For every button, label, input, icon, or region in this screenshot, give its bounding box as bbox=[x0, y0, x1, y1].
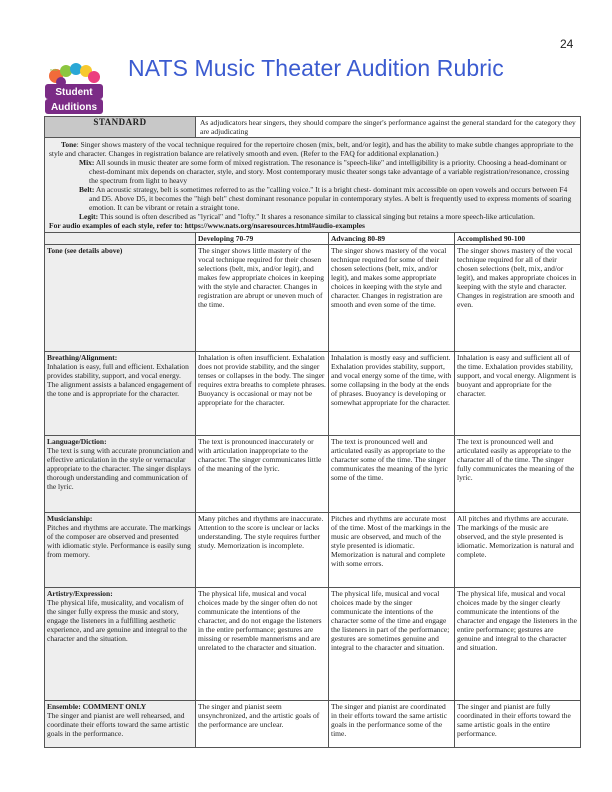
page-title: NATS Music Theater Audition Rubric bbox=[128, 55, 504, 81]
logo-text-nats: nats bbox=[50, 67, 58, 72]
criterion-description: Pitches and rhythms are accurate. The markings of the composer are observed and presented with idiomatic style. Performance is easily sung from memory. bbox=[47, 523, 191, 559]
table-row bbox=[45, 245, 581, 352]
accomplished-cell: All pitches and rhythms are accurate. The markings of the music are observed, and the style presented is idiomatic. Memorization is natural and complete. bbox=[455, 513, 581, 588]
developing-cell: The physical life, musical and vocal choices made by the singer often do not communicate the intentions of the character, and do not engage the listeners in the entire performance; gestures are missing or resemble mannerisms and are unrelated to the character and situation. bbox=[196, 588, 329, 701]
accomplished-cell: Inhalation is easy and sufficient all of the time. Exhalation provides stability, support, and vocal energy. Alignment is buoyant and appropriate for the character. bbox=[455, 352, 581, 436]
legit-label: Legit: bbox=[79, 212, 99, 221]
criterion-title: Musicianship: bbox=[47, 514, 93, 523]
column-header-advancing: Advancing 80-89 bbox=[329, 233, 455, 245]
advancing-cell: The physical life, musical and vocal choices made by the singer communicate the intentions of the character some of the time and engage the listeners in part of the performance; gestures are sometimes genuine and integral to the character and situation. bbox=[329, 588, 455, 701]
column-header-developing: Developing 70-79 bbox=[196, 233, 329, 245]
advancing-cell: The singer and pianist are coordinated in their efforts toward the same artistic goals in the performance some of the time. bbox=[329, 701, 455, 748]
accomplished-cell: The physical life, musical and vocal choices made by the singer clearly communicate the intentions of the character and engage the listeners in the entire performance; gestures are genuine and integral to the character and situation. bbox=[455, 588, 581, 701]
accomplished-cell: The singer and pianist are fully coordinated in their efforts toward the same artistic goals in the entire performance. bbox=[455, 701, 581, 748]
table-row bbox=[45, 513, 581, 588]
advancing-cell: The singer shows mastery of the vocal technique required for some of their chosen selections (belt, mix, and/or legit), and makes some appropriate choices in keeping with the style and character. Changes in registration are smooth and even some of the time. bbox=[329, 245, 455, 352]
criterion-description: The singer and pianist are well rehearsed, and coordinate their efforts toward the same artistic goals in the performance. bbox=[47, 711, 189, 738]
developing-cell: The text is pronounced inaccurately or with articulation inappropriate to the character. The singer communicates little of the meaning of the lyric. bbox=[196, 436, 329, 513]
advancing-cell: Pitches and rhythms are accurate most of the time. Most of the markings in the music are observed, and much of the style presented is idiomatic. Memorization is natural and complete with some errors. bbox=[329, 513, 455, 588]
developing-cell: The singer and pianist seem unsynchronized, and the artistic goals of the performance are unclear. bbox=[196, 701, 329, 748]
accomplished-cell: The singer shows mastery of the vocal technique required for all of their chosen selections (belt, mix, and/or legit), and makes appropriate choices in keeping with the style and character. Changes in registration are smooth and even. bbox=[455, 245, 581, 352]
developing-cell: Inhalation is often insufficient. Exhalation does not provide stability, and the singer tenses or collapses in the body. The singer requires extra breaths to complete phrases. Buoyancy is occasional or may not be appropriate for the character. bbox=[196, 352, 329, 436]
belt-text: An acoustic strategy, belt is sometimes referred to as the "calling voice." It is a bright chest- dominant mix accessible on open vowels and occurs between F4 and D5. Above D5, it becomes the "high belt" chest dominant resonance popular in contemporary styles. A belt is frequently used to express moments of soaring emotion. It can be vibrant or retain a straight tone. bbox=[89, 185, 572, 212]
tone-style-definitions bbox=[45, 138, 581, 233]
developing-cell: Many pitches and rhythms are inaccurate. Attention to the score is unclear or lacks understanding. The style requires further study. Memorization is incomplete. bbox=[196, 513, 329, 588]
legit-text: This sound is often described as "lyrical" and "lofty." It shares a resonance similar to classical singing but retains a more speech-like articulation. bbox=[98, 212, 535, 221]
table-row bbox=[45, 701, 581, 748]
mix-label: Mix: bbox=[79, 158, 95, 167]
logo-text-student: Student bbox=[55, 87, 93, 98]
column-header-accomplished: Accomplished 90-100 bbox=[455, 233, 581, 245]
criterion-title: Artistry/Expression: bbox=[47, 589, 113, 598]
mix-text: All sounds in music theater are some form of mixed registration. The resonance is "speech-like" and intelligibility is a priority. Choosing a head-dominant or chest-dominant mix depends on character, style, and story. Most contemporary music theater songs take advantage of a variable registration/resonance, crossing the spectrum from light to heavy bbox=[89, 158, 570, 185]
criterion-description: The physical life, musicality, and vocalism of the singer fully express the music and story, engage the listeners in a fulfilling aesthetic experience, and are genuine and integral to the character and the situation. bbox=[47, 598, 187, 643]
student-auditions-logo bbox=[42, 62, 106, 120]
tone-text: : Singer shows mastery of the vocal technique required for the repertoire chosen (mix, belt, and/or legit), and has the ability to make subtle changes appropriate to the style and character. Changes in registration balance are relatively smooth and even. (Refer to the FAQ for additional explanation.) bbox=[49, 140, 574, 158]
developing-cell: The singer shows little mastery of the vocal technique required for their chosen selections (belt, mix, and/or legit), and makes few appropriate choices in keeping with the style and character. Changes in registration are abrupt or uneven much of the time. bbox=[196, 245, 329, 352]
criterion-title: Tone (see details above) bbox=[47, 246, 123, 255]
criterion-description: Inhalation is easy, full and efficient. Exhalation provides stability, support, and vocal energy. The alignment assists a balanced engagement of the tone and is appropriate for the character. bbox=[47, 362, 192, 398]
table-row bbox=[45, 352, 581, 436]
table-row bbox=[45, 588, 581, 701]
page-number: 24 bbox=[560, 37, 574, 51]
table-row bbox=[45, 436, 581, 513]
advancing-cell: The text is pronounced well and articulated easily as appropriate to the character some of the time. The singer communicates the meaning of the lyric some of the time. bbox=[329, 436, 455, 513]
criterion-title: Language/Diction: bbox=[47, 437, 107, 446]
standard-description: As adjudicators hear singers, they should compare the singer's performance against the general standard for the category they are adjudicating bbox=[196, 117, 581, 138]
criterion-title: Ensemble: COMMENT ONLY bbox=[47, 702, 147, 711]
advancing-cell: Inhalation is mostly easy and sufficient. Exhalation provides stability, support, and vocal energy some of the time, with some collapsing in the body at the ends of phrases. Buoyancy is developing or somewhat appropriate for the character. bbox=[329, 352, 455, 436]
logo-text-auditions: Auditions bbox=[50, 102, 98, 113]
criterion-title: Breathing/Alignment: bbox=[47, 353, 118, 362]
column-header-standard bbox=[45, 233, 196, 245]
belt-label: Belt: bbox=[79, 185, 95, 194]
standard-label: STANDARD bbox=[45, 117, 196, 138]
rubric-table bbox=[44, 116, 580, 748]
criterion-description: The text is sung with accurate pronunciation and effective articulation in the style or vernacular appropriate to the character. The singer displays thorough understanding and communication of the lyric. bbox=[47, 446, 193, 491]
accomplished-cell: The text is pronounced well and articulated easily as appropriate to the character all of the time. The singer fully communicates the meaning of the lyric. bbox=[455, 436, 581, 513]
tone-label: Tone bbox=[61, 140, 77, 149]
audio-examples-line: For audio examples of each style, refer to: https://www.nats.org/nsaresources.html#audio-examples bbox=[49, 221, 365, 230]
